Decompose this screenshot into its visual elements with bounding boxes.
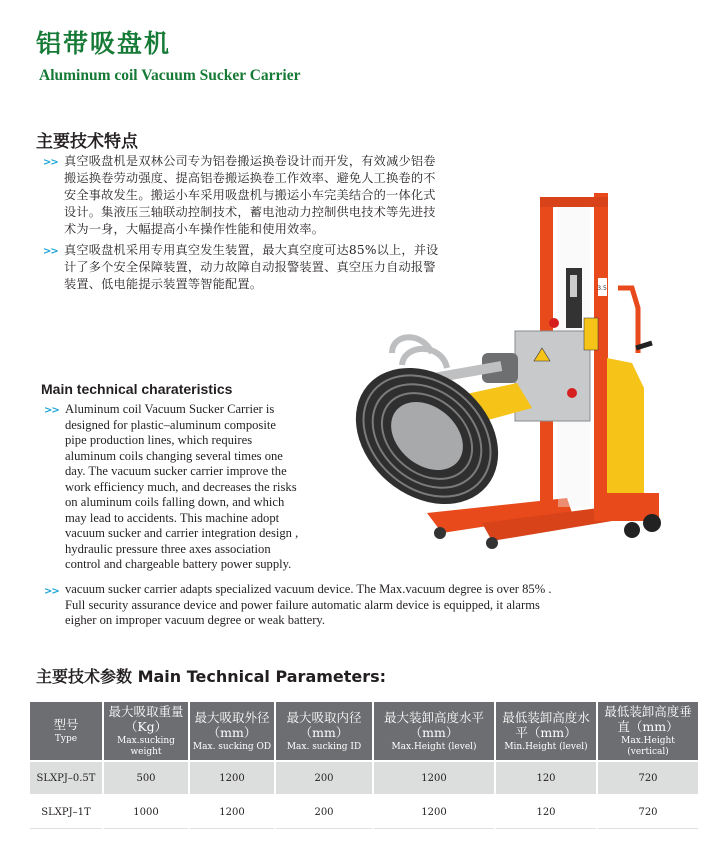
features-heading-cn: 主要技术特点 bbox=[36, 132, 138, 152]
column-header-max-id: 最大吸取内径（mm） Max. sucking ID bbox=[276, 702, 372, 760]
bullet-icon: >> bbox=[44, 405, 59, 416]
wheel bbox=[624, 522, 640, 538]
text-line: Aluminum coil Vacuum Sucker Carrier is bbox=[65, 402, 275, 416]
text-line: 真空吸盘机是双林公司专为铝卷搬运换卷设计而开发，有效减少铝卷 bbox=[64, 154, 436, 168]
pendant bbox=[584, 318, 598, 350]
wheel bbox=[643, 514, 661, 532]
text-line: may lead to accidents. This machine adopt bbox=[65, 510, 280, 525]
text-line: vacuum sucker carrier adapts specialized vacuum device. The Max.vacuum degree is over 85% . bbox=[65, 582, 552, 596]
alarm-light-icon bbox=[549, 318, 559, 328]
table-cell: 500 bbox=[104, 762, 188, 794]
vacuum-sucker-carrier-image bbox=[332, 193, 672, 558]
page-title-cn: 铝带吸盘机 bbox=[36, 29, 172, 58]
parameters-table bbox=[28, 700, 700, 831]
table-cell: 120 bbox=[496, 762, 596, 794]
mast-top bbox=[540, 197, 608, 207]
table-cell: 1200 bbox=[190, 762, 274, 794]
table-cell: 1200 bbox=[374, 762, 494, 794]
table-cell: SLXPJ–1T bbox=[30, 796, 102, 829]
text-line: day. The vacuum sucker carrier improve the bbox=[65, 464, 287, 478]
features-paragraph-en-1 bbox=[65, 402, 355, 573]
text-line: Full security assurance device and power failure automatic alarm device is equipped, it alarms bbox=[65, 597, 540, 612]
text-line: on aluminum coils falling down, and which bbox=[65, 495, 285, 509]
column-header-min-height-level: 最低装卸高度水平（mm） Min.Height (level) bbox=[496, 702, 596, 760]
text-line: 术为一身，大幅提高小车操作性能和使用效率。 bbox=[64, 222, 325, 236]
column-header-max-height-level: 最大装卸高度水平（mm） Max.Height (level) bbox=[374, 702, 494, 760]
bullet-icon: >> bbox=[43, 246, 58, 257]
features-paragraph-en-2 bbox=[65, 582, 715, 629]
text-line: eigher on improper vacuum degree or weak battery. bbox=[65, 613, 326, 627]
text-line: 真空吸盘机采用专用真空发生装置，最大真空度可达85%以上，并设 bbox=[64, 243, 439, 257]
column-header-type: 型号 Type bbox=[30, 702, 102, 760]
column-header-height-vertical: 最低装卸高度垂直（mm） Max.Height (vertical) bbox=[598, 702, 698, 760]
emergency-stop-icon bbox=[567, 388, 577, 398]
column-header-max-weight: 最大吸取重量（Kg） Max.sucking weight bbox=[104, 702, 188, 760]
text-line: 安全事故发生。搬运小车采用吸盘机与搬运小车完美结合的一体化式 bbox=[64, 188, 436, 202]
table-row bbox=[30, 762, 698, 794]
table-cell: 720 bbox=[598, 762, 698, 794]
text-line: 计了多个安全保障装置，动力故障自动报警装置、真空压力自动报警 bbox=[64, 260, 436, 274]
text-line: work efficiency much, and decreases the risks bbox=[65, 479, 297, 494]
mast-label-text: 3.5 bbox=[597, 285, 607, 292]
text-line: control and chargeable battery power supply. bbox=[65, 557, 292, 571]
features-heading-en: Main technical charateristics bbox=[41, 381, 233, 397]
bullet-icon: >> bbox=[44, 586, 59, 597]
page-title-en: Aluminum coil Vacuum Sucker Carrier bbox=[39, 67, 301, 84]
table-cell: 200 bbox=[276, 796, 372, 829]
battery-body bbox=[607, 358, 644, 513]
text-line: pipe production lines, which requires bbox=[65, 433, 253, 447]
bullet-icon: >> bbox=[43, 157, 58, 168]
text-line: 搬运换卷劳动强度、提高铝卷搬运换卷工作效率、避免人工换卷的不 bbox=[64, 171, 436, 185]
wheel bbox=[486, 537, 498, 549]
table-cell: 720 bbox=[598, 796, 698, 829]
wheel bbox=[434, 527, 446, 539]
params-heading: 主要技术参数 Main Technical Parameters: bbox=[36, 667, 387, 686]
text-line: hydraulic pressure three axes association bbox=[65, 541, 271, 556]
table-cell: 1200 bbox=[374, 796, 494, 829]
text-line: designed for plastic–aluminum composite bbox=[65, 417, 276, 432]
text-line: vacuum sucker and carrier integration design , bbox=[65, 526, 299, 540]
text-line: aluminum coils changing several times one bbox=[65, 448, 283, 463]
text-line: 设计。集液压三轴联动控制技术，蓄电池动力控制供电技术等先进技 bbox=[64, 205, 436, 219]
table-row bbox=[30, 796, 698, 829]
hose bbox=[402, 349, 447, 368]
mast-right bbox=[594, 193, 608, 513]
table-cell: 1200 bbox=[190, 796, 274, 829]
text-line: 装置、低电能提示装置等智能配置。 bbox=[64, 277, 263, 291]
table-cell: SLXPJ–0.5T bbox=[30, 762, 102, 794]
handle bbox=[618, 288, 638, 353]
column-header-max-od: 最大吸取外径（mm） Max. sucking OD bbox=[190, 702, 274, 760]
cylinder-tag bbox=[570, 275, 577, 297]
table-cell: 200 bbox=[276, 762, 372, 794]
table-cell: 1000 bbox=[104, 796, 188, 829]
table-cell: 120 bbox=[496, 796, 596, 829]
table-header-row bbox=[30, 702, 698, 760]
